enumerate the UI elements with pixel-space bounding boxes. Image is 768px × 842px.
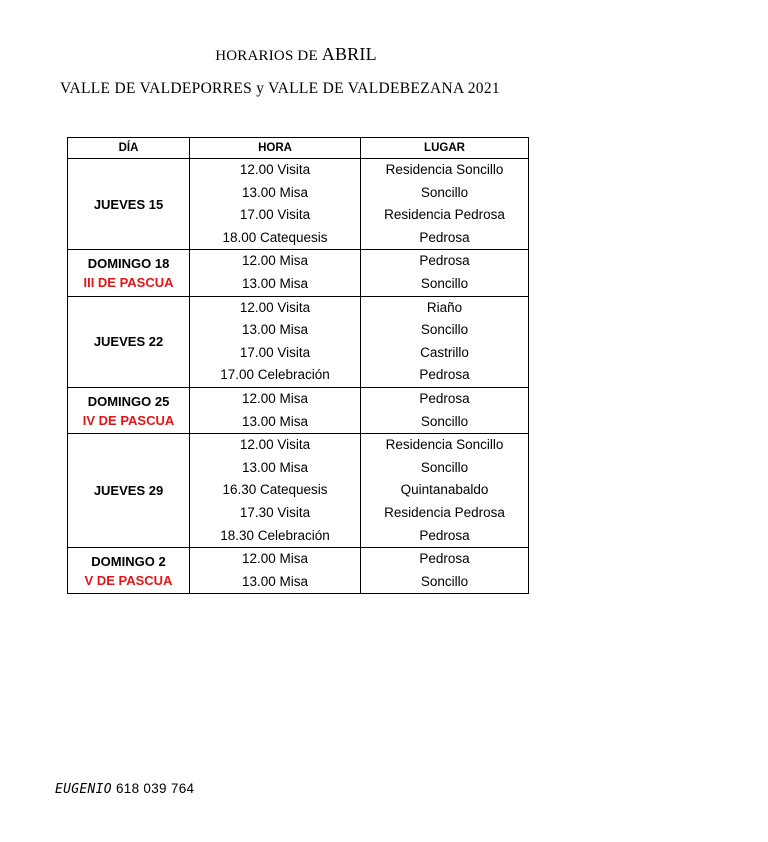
lugar-entry: Soncillo [420, 184, 469, 200]
hora-entry: 17.00 Celebración [220, 367, 330, 383]
lugar-cell [361, 250, 529, 296]
hora-entry: 12.00 Misa [241, 253, 309, 269]
lugar-cell [361, 434, 529, 548]
column-header-hora: HORA [190, 138, 361, 159]
lugar-entry: Pedrosa [419, 367, 470, 383]
hora-entry: 12.00 Misa [241, 551, 309, 567]
day-label: JUEVES 22 [93, 334, 164, 350]
hora-entry: 12.00 Misa [241, 390, 309, 406]
day-label: DOMINGO 18 [87, 255, 170, 271]
column-header-dia: DÍA [68, 138, 190, 159]
feast-label: III DE PASCUA [83, 274, 174, 290]
lugar-entry: Pedrosa [419, 253, 470, 269]
lugar-entry: Soncillo [420, 573, 469, 589]
hora-entry: 17.00 Visita [239, 344, 311, 360]
day-cell [68, 296, 190, 387]
contact-phone: 618 039 764 [115, 781, 195, 796]
lugar-entry: Pedrosa [419, 390, 470, 406]
hora-entry: 16.30 Catequesis [222, 482, 328, 498]
hora-entry: 13.00 Misa [241, 459, 309, 475]
hora-entry: 13.00 Misa [241, 573, 309, 589]
hora-cell [190, 296, 361, 387]
lugar-entry: Soncillo [420, 275, 469, 291]
hora-cell [190, 387, 361, 433]
page-subtitle: VALLE DE VALDEPORRES y VALLE DE VALDEBEZANA 2021 [60, 80, 500, 97]
title-prefix: HORARIOS DE [215, 48, 318, 64]
column-header-lugar: LUGAR [361, 138, 529, 159]
table-row [68, 296, 529, 387]
lugar-entry: Soncillo [420, 459, 469, 475]
day-label: DOMINGO 25 [87, 393, 170, 409]
hora-entry: 13.00 Misa [241, 275, 309, 291]
day-label: JUEVES 15 [93, 196, 164, 212]
day-cell [68, 250, 190, 296]
lugar-entry: Pedrosa [419, 551, 470, 567]
schedule-body [68, 159, 529, 594]
hora-entry: 12.00 Visita [239, 299, 311, 315]
lugar-entry: Residencia Pedrosa [384, 504, 505, 520]
page-title [0, 44, 592, 65]
table-row [68, 548, 529, 594]
day-label: DOMINGO 2 [91, 553, 166, 569]
lugar-entry: Residencia Soncillo [385, 437, 504, 453]
table-header-row [68, 138, 529, 159]
day-cell [68, 434, 190, 548]
hora-cell [190, 548, 361, 594]
hora-entry: 13.00 Misa [241, 184, 309, 200]
feast-label: V DE PASCUA [84, 572, 173, 588]
table-row [68, 387, 529, 433]
lugar-entry: Castrillo [420, 344, 469, 360]
hora-entry: 13.00 Misa [241, 322, 309, 338]
lugar-entry: Residencia Soncillo [385, 162, 504, 177]
hora-cell [190, 434, 361, 548]
hora-entry: 17.30 Visita [239, 504, 311, 520]
hora-entry: 12.00 Visita [239, 437, 311, 453]
table-row [68, 434, 529, 548]
hora-entry: 12.00 Visita [239, 162, 311, 177]
hora-entry: 18.30 Celebración [220, 527, 330, 543]
lugar-entry: Soncillo [420, 322, 469, 338]
schedule-table [67, 137, 529, 594]
hora-cell [190, 250, 361, 296]
day-cell [68, 548, 190, 594]
lugar-entry: Soncillo [420, 413, 469, 429]
day-label: JUEVES 29 [93, 483, 164, 499]
hora-cell [190, 159, 361, 250]
lugar-cell [361, 548, 529, 594]
hora-entry: 17.00 Visita [239, 207, 311, 223]
feast-label: IV DE PASCUA [82, 412, 175, 428]
table-row [68, 159, 529, 250]
lugar-cell [361, 387, 529, 433]
day-cell [68, 159, 190, 250]
lugar-cell [361, 296, 529, 387]
lugar-entry: Pedrosa [419, 229, 470, 245]
contact-name: EUGENIO [55, 782, 112, 797]
lugar-entry: Pedrosa [419, 527, 470, 543]
lugar-entry: Quintanabaldo [400, 482, 489, 498]
hora-entry: 13.00 Misa [241, 413, 309, 429]
lugar-entry: Residencia Pedrosa [384, 207, 505, 223]
hora-entry: 18.00 Catequesis [222, 229, 328, 245]
contact-footer [55, 781, 194, 797]
table-row [68, 250, 529, 296]
lugar-entry: Riaño [426, 299, 463, 315]
day-cell [68, 387, 190, 433]
title-month: ABRIL [321, 44, 377, 64]
lugar-cell [361, 159, 529, 250]
